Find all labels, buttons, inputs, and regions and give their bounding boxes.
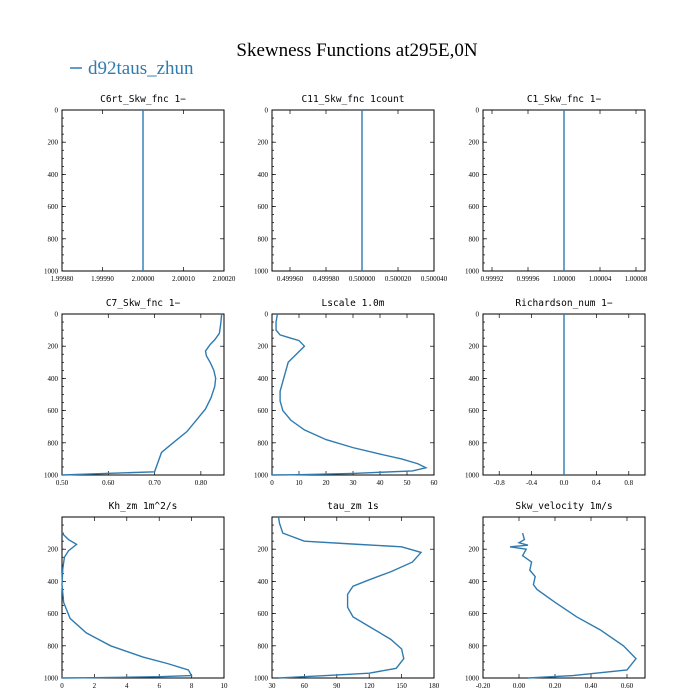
y-tick-label: 0 <box>264 106 268 115</box>
x-tick-label: 4 <box>125 682 129 690</box>
panel-title: C1_Skw_fnc 1− <box>526 94 602 105</box>
x-tick-label: 0.00 <box>512 682 526 690</box>
y-tick-label: 0 <box>264 310 268 319</box>
y-tick-label: 600 <box>257 610 268 619</box>
y-tick-label: 800 <box>47 439 58 448</box>
y-tick-label: 600 <box>47 610 58 619</box>
y-tick-label: 1000 <box>254 471 268 480</box>
x-tick-label: 8 <box>189 682 194 690</box>
y-tick-label: 0 <box>54 310 58 319</box>
panel-3 <box>465 94 648 283</box>
x-tick-label: 0.500000 <box>348 275 376 283</box>
x-tick-label: 6 <box>157 682 161 690</box>
x-tick-label: 0.500040 <box>420 275 448 283</box>
x-tick-label: 2 <box>92 682 97 690</box>
x-tick-label: 2.00000 <box>131 275 155 283</box>
plot-frame <box>272 314 434 475</box>
x-tick-label: 120 <box>363 682 375 690</box>
y-tick-label: 600 <box>47 203 58 212</box>
panel-4 <box>44 298 224 487</box>
x-tick-label: 30 <box>268 682 276 690</box>
x-tick-label: 1.99990 <box>91 275 114 283</box>
y-tick-label: 400 <box>47 577 58 586</box>
figure-title: Skewness Functions at295E,0N <box>236 40 478 61</box>
x-tick-label: -0.20 <box>475 682 491 690</box>
panel-title: Skw_velocity 1m/s <box>515 501 613 512</box>
y-tick-label: 0 <box>475 106 479 115</box>
x-tick-label: 0.4 <box>592 479 601 487</box>
panel-title: C6rt_Skw_fnc 1− <box>100 94 186 105</box>
series-line <box>272 314 426 475</box>
x-tick-label: 0.0 <box>559 479 569 487</box>
x-tick-label: 1.00000 <box>552 275 576 283</box>
y-tick-label: 200 <box>257 545 268 554</box>
panel-2 <box>254 94 448 283</box>
x-tick-label: 0.60 <box>102 479 115 487</box>
x-tick-label: 60 <box>300 682 308 690</box>
plot-frame <box>272 110 434 271</box>
x-tick-label: 30 <box>349 479 357 487</box>
y-tick-label: 600 <box>257 203 268 212</box>
legend-label: d92taus_zhun <box>88 58 194 79</box>
y-tick-label: 400 <box>468 577 479 586</box>
y-tick-label: 1000 <box>254 674 268 683</box>
y-tick-label: 1000 <box>465 267 479 276</box>
series-line <box>62 533 192 678</box>
y-tick-label: 200 <box>47 342 58 351</box>
y-tick-label: 0 <box>475 310 479 319</box>
y-tick-label: 400 <box>47 170 58 179</box>
y-tick-label: 800 <box>47 235 58 244</box>
plot-frame <box>272 517 434 678</box>
panel-title: C7_Skw_fnc 1− <box>105 298 181 309</box>
y-tick-label: 400 <box>257 374 268 383</box>
y-tick-label: 800 <box>257 235 268 244</box>
y-tick-label: 800 <box>468 235 479 244</box>
y-tick-label: 600 <box>468 610 479 619</box>
panel-6 <box>465 298 645 487</box>
y-tick-label: 800 <box>257 642 268 651</box>
y-tick-label: 800 <box>468 439 479 448</box>
x-tick-label: 0.99996 <box>516 275 540 283</box>
x-tick-label: 0.20 <box>548 682 562 690</box>
x-tick-label: 150 <box>396 682 407 690</box>
x-tick-label: 0.499960 <box>276 275 304 283</box>
y-tick-label: 600 <box>47 407 58 416</box>
panel-5 <box>254 298 438 487</box>
x-tick-label: 20 <box>322 479 330 487</box>
panel-1 <box>44 94 236 283</box>
x-tick-label: 50 <box>403 479 411 487</box>
x-tick-label: 0 <box>270 479 274 487</box>
y-tick-label: 200 <box>257 342 268 351</box>
y-tick-label: 600 <box>257 407 268 416</box>
y-tick-label: 400 <box>47 374 58 383</box>
y-tick-label: 400 <box>468 374 479 383</box>
x-tick-label: 0.40 <box>584 682 598 690</box>
y-tick-label: 200 <box>257 138 268 147</box>
y-tick-label: 200 <box>47 138 58 147</box>
y-tick-label: 600 <box>468 203 479 212</box>
y-tick-label: 600 <box>468 407 479 416</box>
panel-9 <box>465 501 645 690</box>
x-tick-label: 60 <box>430 479 438 487</box>
x-tick-label: 90 <box>333 682 341 690</box>
x-tick-label: 10 <box>220 682 228 690</box>
panels-grid <box>44 94 648 690</box>
y-tick-label: 1000 <box>254 267 268 276</box>
y-tick-label: 200 <box>468 545 479 554</box>
x-tick-label: 1.99980 <box>50 275 74 283</box>
panel-8 <box>254 501 440 690</box>
y-tick-label: 1000 <box>465 471 479 480</box>
series-line <box>510 533 636 678</box>
y-tick-label: 1000 <box>44 674 58 683</box>
y-tick-label: 200 <box>468 342 479 351</box>
x-tick-label: 180 <box>428 682 440 690</box>
x-tick-label: -0.8 <box>493 479 505 487</box>
x-tick-label: 0.99992 <box>480 275 504 283</box>
y-tick-label: 800 <box>468 642 479 651</box>
series-line <box>62 314 222 475</box>
x-tick-label: -0.4 <box>526 479 538 487</box>
x-tick-label: 1.00004 <box>588 275 612 283</box>
y-tick-label: 1000 <box>44 267 58 276</box>
x-tick-label: 1.00008 <box>624 275 648 283</box>
panel-title: C11_Skw_fnc 1count <box>301 94 405 105</box>
x-tick-label: 0.500020 <box>384 275 412 283</box>
panel-7 <box>44 501 228 690</box>
x-tick-label: 0.8 <box>624 479 634 487</box>
y-tick-label: 800 <box>47 642 58 651</box>
panel-title: Kh_zm 1m^2/s <box>108 501 178 512</box>
x-tick-label: 0.80 <box>194 479 207 487</box>
x-tick-label: 0.60 <box>620 682 634 690</box>
y-tick-label: 0 <box>54 106 58 115</box>
x-tick-label: 40 <box>376 479 384 487</box>
y-tick-label: 1000 <box>465 674 479 683</box>
x-tick-label: 0.499980 <box>312 275 340 283</box>
y-tick-label: 1000 <box>44 471 58 480</box>
panel-title: Richardson_num 1− <box>515 298 613 309</box>
plot-frame <box>62 517 224 678</box>
x-tick-label: 0.50 <box>55 479 69 487</box>
y-tick-label: 400 <box>468 170 479 179</box>
panel-title: tau_zm 1s <box>327 501 379 512</box>
panel-title: Lscale 1.0m <box>321 298 385 309</box>
plot-frame <box>62 314 224 475</box>
x-tick-label: 2.00010 <box>172 275 195 283</box>
x-tick-label: 0.70 <box>148 479 161 487</box>
plot-frame <box>483 517 645 678</box>
x-tick-label: 2.00020 <box>212 275 236 283</box>
y-tick-label: 200 <box>47 545 58 554</box>
y-tick-label: 400 <box>257 577 268 586</box>
x-tick-label: 10 <box>295 479 303 487</box>
legend <box>70 58 194 79</box>
y-tick-label: 200 <box>468 138 479 147</box>
x-tick-label: 0 <box>60 682 64 690</box>
series-line <box>278 517 421 678</box>
y-tick-label: 800 <box>257 439 268 448</box>
y-tick-label: 400 <box>257 170 268 179</box>
